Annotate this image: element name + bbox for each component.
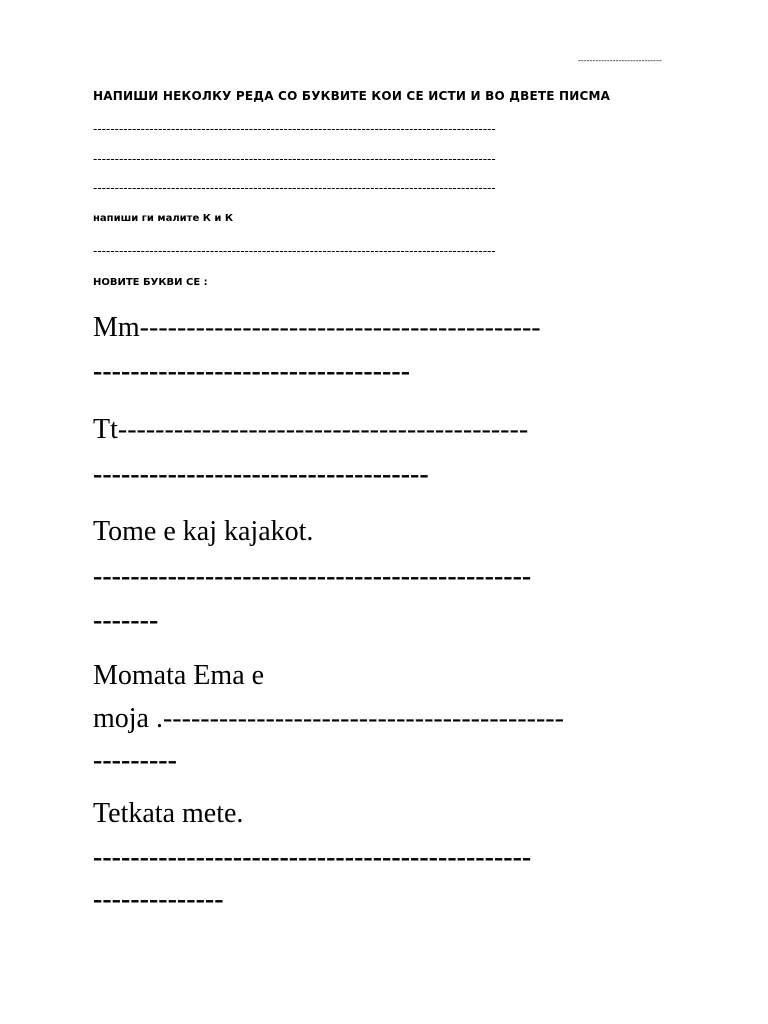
top-name-line: ----------------------------- (578, 56, 662, 65)
writing-line-3: --------------------------------------------------------------------------------------------- (93, 181, 496, 195)
writing-line-2: --------------------------------------------------------------------------------------------- (93, 152, 496, 166)
mm-practice-line-1: Mm------------------------------------------- (93, 312, 541, 343)
tt-practice-line-1: Tt-------------------------------------------- (93, 414, 529, 445)
sentence-2-part-2: moja .------------------------------------------- (93, 703, 564, 734)
instruction-heading: НАПИШИ НЕКОЛКУ РЕДА СО БУКВИТЕ КОИ СЕ ИСТИ И ВО ДВЕТЕ ПИСМА (93, 89, 611, 103)
lowercase-instruction: напиши ги малите К и Ќ (93, 213, 234, 224)
new-letters-heading: НОВИТЕ БУКВИ СЕ : (93, 277, 208, 288)
writing-line-4: --------------------------------------------------------------------------------------------- (93, 244, 496, 258)
tt-practice-line-2: ------------------------------------ (93, 459, 429, 490)
sentence-1-line-2: ------- (93, 605, 159, 636)
sentence-2-line-2: --------- (93, 745, 177, 776)
mm-practice-line-2: ---------------------------------- (93, 356, 411, 387)
sentence-3-line-1: ----------------------------------------------- (93, 842, 532, 873)
sentence-2-part-1: Momata Ema e (93, 660, 265, 691)
sentence-3: Tetkata mete. (93, 798, 244, 829)
writing-line-1: --------------------------------------------------------------------------------------------- (93, 122, 496, 136)
sentence-1: Tome e kaj kajakot. (93, 516, 314, 547)
sentence-1-line-1: ----------------------------------------------- (93, 561, 532, 592)
sentence-3-line-2: -------------- (93, 884, 224, 915)
